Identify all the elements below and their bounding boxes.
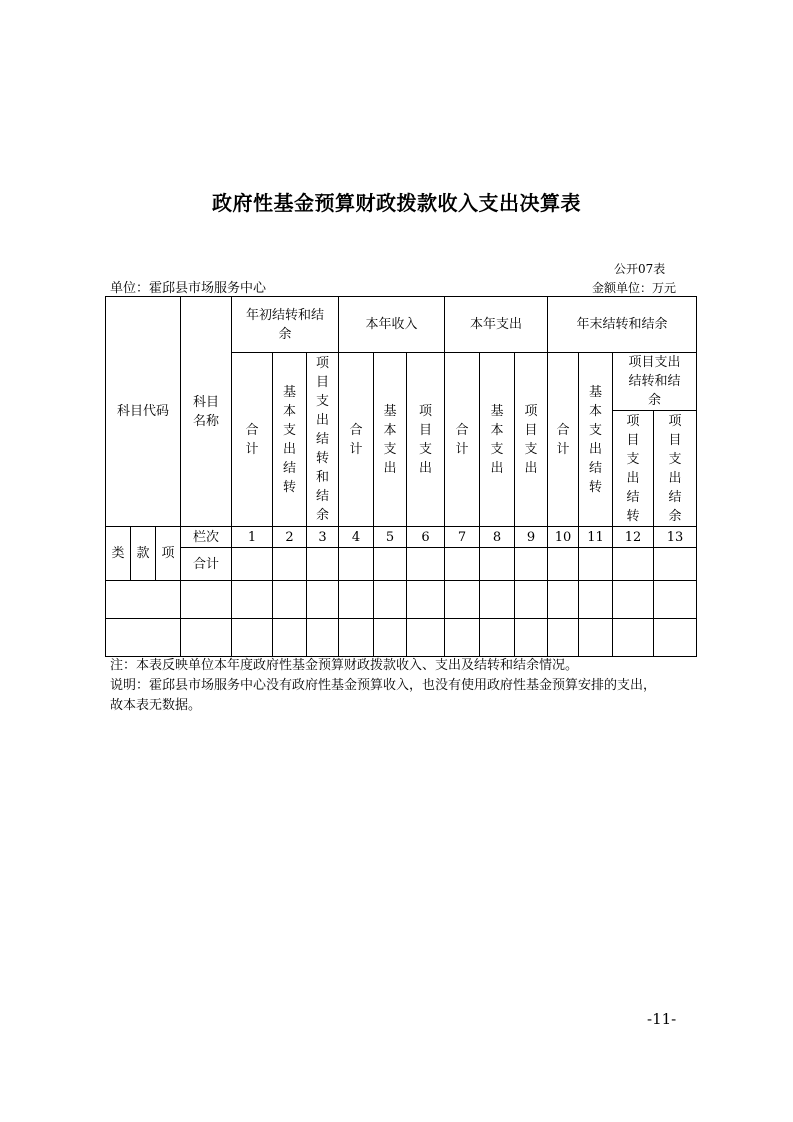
table-cell	[579, 548, 613, 581]
table-cell	[445, 619, 480, 657]
col-number: 2	[273, 527, 307, 548]
header-end-basic-carry: 基本支出结转	[579, 353, 613, 527]
table-cell	[548, 619, 579, 657]
col-number: 10	[548, 527, 579, 548]
table-cell	[307, 548, 339, 581]
lei-cell: 类	[106, 527, 131, 581]
total-row	[106, 548, 697, 581]
table-cell	[181, 619, 232, 657]
table-cell	[407, 548, 445, 581]
header-expense-basic: 基本支出	[480, 353, 515, 527]
table-cell	[654, 581, 697, 619]
note-3: 故本表无数据。	[110, 698, 202, 713]
table-cell	[407, 619, 445, 657]
empty-row	[106, 581, 697, 619]
header-income-total: 合计	[339, 353, 374, 527]
row-total-label: 合计	[181, 548, 232, 581]
table-cell	[480, 619, 515, 657]
table-cell	[407, 581, 445, 619]
header-begin-project-carry-balance: 项目支出结转和结余	[307, 353, 339, 527]
col-number: 13	[654, 527, 697, 548]
table-cell	[515, 548, 548, 581]
header-expense-project: 项目支出	[515, 353, 548, 527]
empty-row	[106, 619, 697, 657]
header-begin-balance: 年初结转和结余	[232, 297, 339, 353]
header-expense: 本年支出	[445, 297, 548, 353]
table-cell	[654, 548, 697, 581]
header-end-project-carry: 项目支出结转	[613, 411, 654, 527]
table-cell	[579, 619, 613, 657]
budget-table	[105, 296, 697, 657]
header-subject-name: 科目名称	[181, 297, 232, 527]
table-cell	[339, 548, 374, 581]
col-number: 1	[232, 527, 273, 548]
table-cell	[613, 619, 654, 657]
table-cell	[307, 619, 339, 657]
table-cell	[548, 581, 579, 619]
unit-label: 单位：霍邱县市场服务中心	[110, 281, 267, 296]
table-cell	[273, 548, 307, 581]
amount-unit: 金额单位：万元	[592, 281, 677, 295]
header-income-basic: 基本支出	[374, 353, 407, 527]
header-income: 本年收入	[339, 297, 445, 353]
col-number: 3	[307, 527, 339, 548]
xiang-cell: 项	[156, 527, 181, 581]
table-cell	[232, 581, 273, 619]
col-number: 11	[579, 527, 613, 548]
index-row	[106, 527, 697, 548]
table-cell	[374, 548, 407, 581]
table-cell	[445, 548, 480, 581]
col-number: 7	[445, 527, 480, 548]
table-cell	[654, 619, 697, 657]
table-cell	[273, 619, 307, 657]
col-number: 5	[374, 527, 407, 548]
col-number: 8	[480, 527, 515, 548]
header-begin-total: 合计	[232, 353, 273, 527]
table-cell	[613, 581, 654, 619]
table-cell	[106, 619, 181, 657]
table-cell	[232, 548, 273, 581]
header-expense-total: 合计	[445, 353, 480, 527]
table-cell	[579, 581, 613, 619]
table-cell	[339, 619, 374, 657]
header-begin-basic-carry: 基本支出结转	[273, 353, 307, 527]
table-cell	[548, 548, 579, 581]
header-end-project: 项目支出结转和结余	[613, 353, 697, 411]
table-cell	[374, 619, 407, 657]
page-number: -11-	[647, 1010, 677, 1028]
table-cell	[515, 619, 548, 657]
kuan-cell: 款	[131, 527, 156, 581]
col-number: 9	[515, 527, 548, 548]
note-1: 注：本表反映单位本年度政府性基金预算财政拨款收入、支出及结转和结余情况。	[110, 658, 579, 673]
table-cell	[307, 581, 339, 619]
header-end-balance: 年末结转和结余	[548, 297, 697, 353]
header-income-project: 项目支出	[407, 353, 445, 527]
header-end-project-balance: 项目支出结余	[654, 411, 697, 527]
table-cell	[480, 581, 515, 619]
table-cell	[613, 548, 654, 581]
header-end-total: 合计	[548, 353, 579, 527]
notes-block	[110, 656, 700, 716]
col-number: 6	[407, 527, 445, 548]
table-cell	[181, 581, 232, 619]
table-cell	[374, 581, 407, 619]
table-cell	[515, 581, 548, 619]
page-title: 政府性基金预算财政拨款收入支出决算表	[212, 191, 581, 215]
header-row-1	[106, 297, 697, 353]
col-number: 12	[613, 527, 654, 548]
note-2: 说明：霍邱县市场服务中心没有政府性基金预算收入，也没有使用政府性基金预算安排的支出，	[110, 678, 657, 693]
table-cell	[339, 581, 374, 619]
table-cell	[480, 548, 515, 581]
table-cell	[273, 581, 307, 619]
col-number: 4	[339, 527, 374, 548]
header-subject-code: 科目代码	[106, 297, 181, 527]
table-cell	[106, 581, 181, 619]
table-cell	[445, 581, 480, 619]
row-index-label: 栏次	[181, 527, 232, 548]
form-number: 公开07表	[614, 262, 666, 276]
table-cell	[232, 619, 273, 657]
